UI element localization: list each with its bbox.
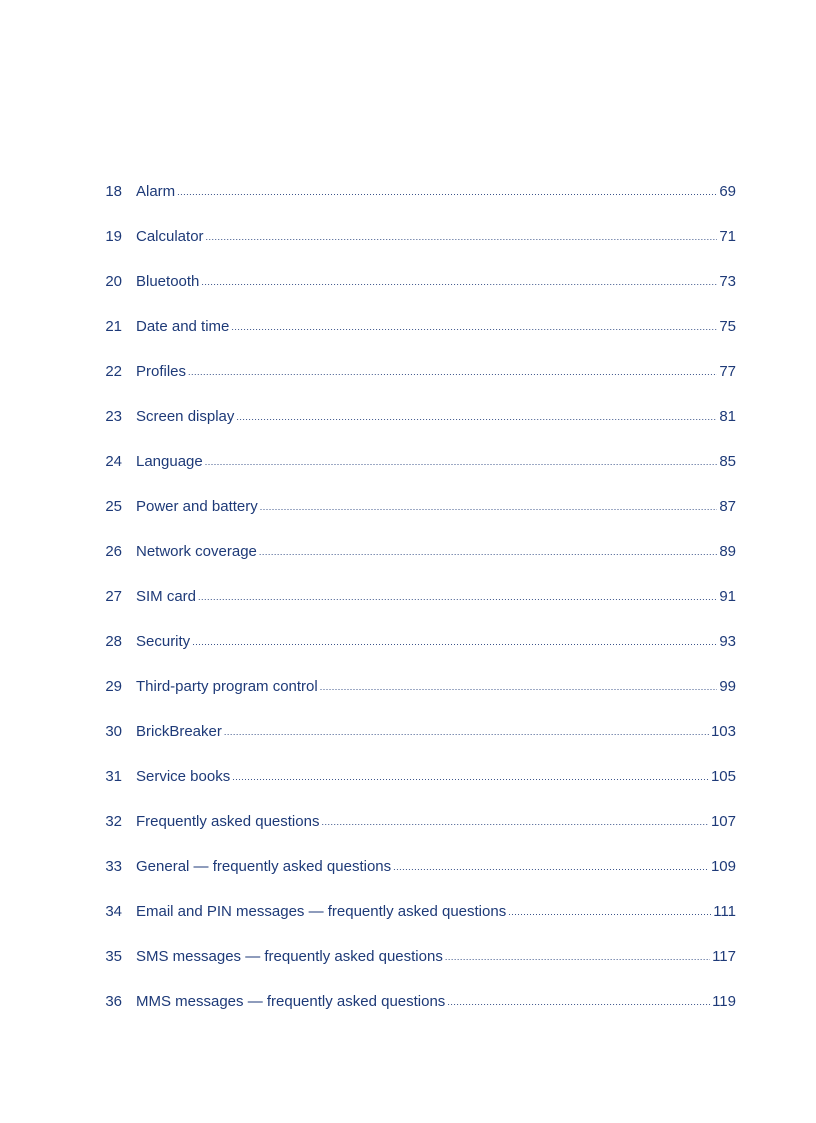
toc-entry-number: 35 [105,948,122,965]
toc-entry-title: MMS messages — frequently asked questions [136,993,446,1010]
toc-dot-leader [320,674,718,699]
toc-dot-leader [236,404,717,429]
toc-entry-number: 24 [105,453,122,470]
toc-entry-page: 103 [710,723,736,740]
toc-entry-page: 73 [719,273,736,290]
toc-entry-page: 99 [719,678,736,695]
toc-entry-page: 105 [710,768,736,785]
toc-entry-title: SIM card [136,588,197,605]
toc-entry-number: 31 [105,768,122,785]
toc-entry-title: Screen display [136,408,235,425]
toc-entry-screen-display[interactable] [98,405,736,450]
toc-entry-alarm[interactable] [98,180,736,225]
toc-entry-number: 34 [105,903,122,920]
toc-dot-leader [260,494,718,519]
toc-dot-leader [205,449,718,474]
toc-entry-number: 21 [105,318,122,335]
toc-entry-page: 87 [719,498,736,515]
toc-entry-sim-card[interactable] [98,585,736,630]
toc-entry-sms-faq[interactable] [98,945,736,990]
toc-entry-title: Bluetooth [136,273,200,290]
toc-dot-leader [206,224,718,249]
toc-entry-title: General — frequently asked questions [136,858,392,875]
toc-entry-title: Language [136,453,203,470]
toc-entry-number: 22 [105,363,122,380]
toc-entry-page: 107 [710,813,736,830]
toc-dot-leader [177,179,717,204]
toc-entry-brickbreaker[interactable] [98,720,736,765]
toc-entry-power-and-battery[interactable] [98,495,736,540]
toc-entry-page: 111 [713,903,736,920]
toc-entry-number: 26 [105,543,122,560]
toc-entry-date-and-time[interactable] [98,315,736,360]
toc-entry-language[interactable] [98,450,736,495]
toc-entry-number: 33 [105,858,122,875]
toc-dot-leader [393,854,709,879]
toc-entry-mms-faq[interactable] [98,990,736,1035]
toc-entry-number: 19 [105,228,122,245]
toc-dot-leader [445,944,710,969]
toc-entry-general-faq[interactable] [98,855,736,900]
toc-dot-leader [201,269,717,294]
toc-dot-leader [508,899,711,924]
toc-entry-service-books[interactable] [98,765,736,810]
toc-dot-leader [447,989,710,1014]
toc-entry-page: 77 [719,363,736,380]
toc-entry-page: 85 [719,453,736,470]
toc-entry-title: BrickBreaker [136,723,222,740]
toc-dot-leader [224,719,709,744]
toc-entry-title: Service books [136,768,231,785]
toc-entry-third-party-program-control[interactable] [98,675,736,720]
toc-dot-leader [188,359,717,384]
toc-entry-title: Security [136,633,191,650]
toc-entry-title: Network coverage [136,543,257,560]
toc-entry-number: 30 [105,723,122,740]
toc-entry-number: 23 [105,408,122,425]
toc-entry-title: Date and time [136,318,230,335]
toc-entry-network-coverage[interactable] [98,540,736,585]
toc-entry-number: 25 [105,498,122,515]
toc-dot-leader [198,584,717,609]
toc-entry-page: 69 [719,183,736,200]
toc-entry-email-pin-faq[interactable] [98,900,736,945]
toc-entry-title: Third-party program control [136,678,318,695]
toc-entry-profiles[interactable] [98,360,736,405]
toc-entry-frequently-asked-questions[interactable] [98,810,736,855]
toc-entry-title: SMS messages — frequently asked questions [136,948,443,965]
toc-entry-number: 18 [105,183,122,200]
toc-dot-leader [231,314,717,339]
toc-entry-page: 117 [712,948,736,965]
toc-dot-leader [232,764,709,789]
toc-entry-title: Alarm [136,183,176,200]
toc-dot-leader [321,809,709,834]
toc-entry-calculator[interactable] [98,225,736,270]
toc-entry-page: 75 [719,318,736,335]
toc-entry-page: 119 [712,993,736,1010]
toc-entry-title: Power and battery [136,498,258,515]
toc-entry-title: Calculator [136,228,204,245]
toc-entry-page: 109 [710,858,736,875]
table-of-contents [98,180,736,1035]
toc-entry-number: 27 [105,588,122,605]
toc-entry-page: 81 [719,408,736,425]
toc-dot-leader [192,629,717,654]
toc-entry-page: 71 [719,228,736,245]
toc-entry-page: 89 [719,543,736,560]
toc-entry-title: Email and PIN messages — frequently asked questions [136,903,507,920]
toc-dot-leader [259,539,717,564]
toc-entry-page: 93 [719,633,736,650]
toc-entry-number: 36 [105,993,122,1010]
toc-entry-page: 91 [719,588,736,605]
toc-entry-number: 29 [105,678,122,695]
toc-entry-number: 20 [105,273,122,290]
toc-entry-bluetooth[interactable] [98,270,736,315]
toc-entry-title: Frequently asked questions [136,813,320,830]
toc-entry-number: 32 [105,813,122,830]
toc-entry-title: Profiles [136,363,187,380]
toc-entry-security[interactable] [98,630,736,675]
toc-entry-number: 28 [105,633,122,650]
